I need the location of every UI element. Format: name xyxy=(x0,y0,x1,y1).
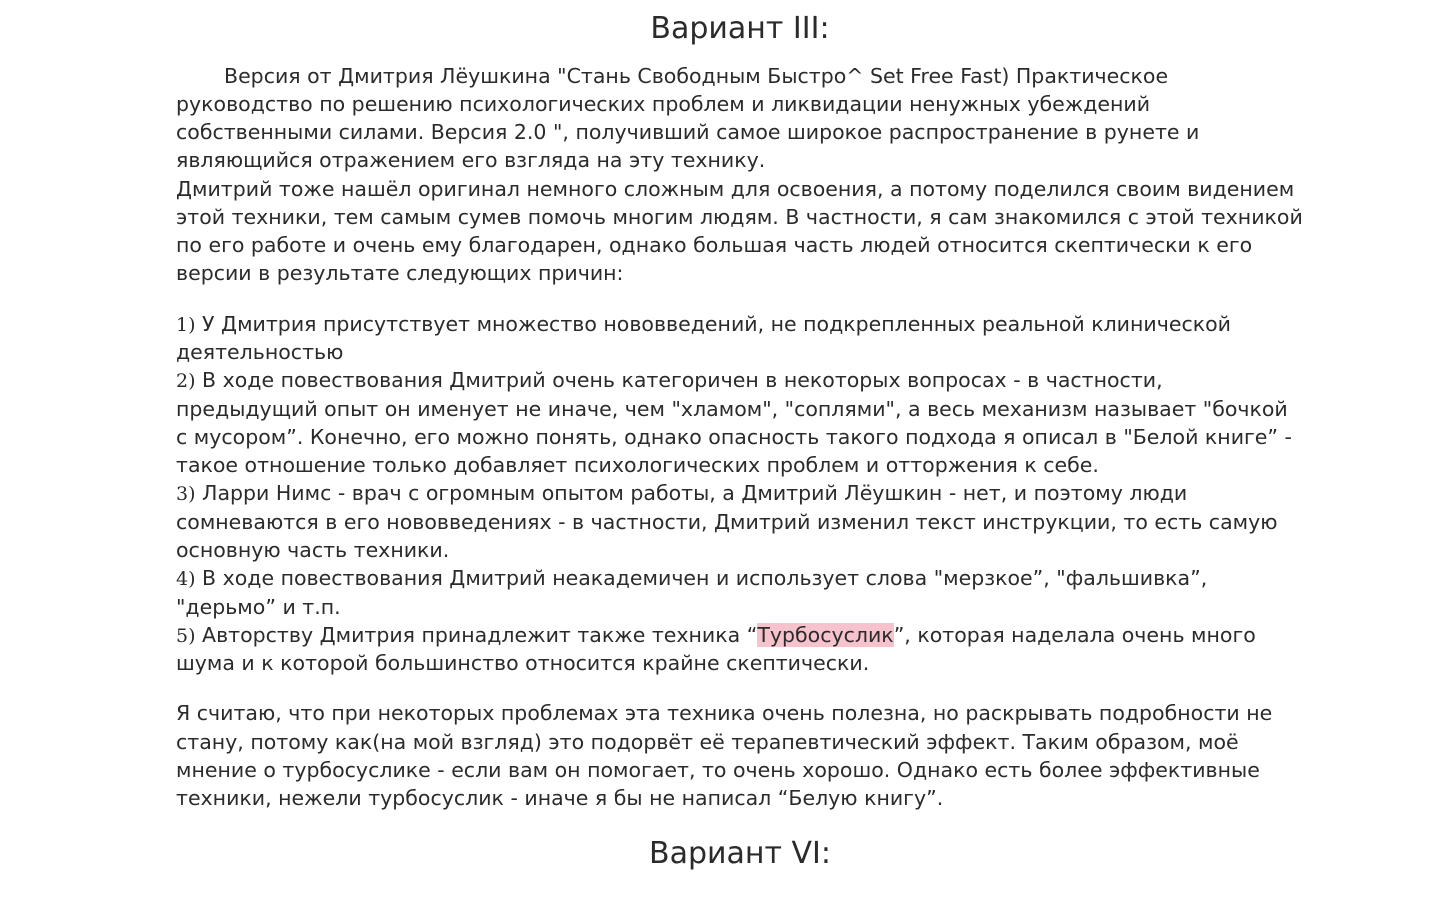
list-item-highlighted xyxy=(176,621,1304,678)
list-item-text: В ходе повествования Дмитрий неакадемичен и использует слова "мерзкое”, "фальшивка”, "дерьмо” и т.п. xyxy=(176,566,1208,619)
list-marker: 2) xyxy=(176,370,196,393)
list-marker: 1) xyxy=(176,313,196,336)
list-item-text: У Дмитрия присутствует множество нововведений, не подкрепленных реальной клинической деятельностью xyxy=(176,311,1231,365)
list-marker: 3) xyxy=(176,483,196,506)
list-item-text: В ходе повествования Дмитрий очень категоричен в некоторых вопросах - в частности, предыдущий опыт он именует не иначе, чем "хламом", "соплями", а весь механизм называет "бочкой с мусором”. Конечно, его можно понять, однако опасность такого подхода я описал в "Белой книге” - такое отношение только добавляет психологических проблем и отторжения к себе. xyxy=(176,368,1292,478)
paragraph-intro: Версия от Дмитрия Лёушкина "Стань Свободным Быстро^ Set Free Fast) Практическое руководство по решению психологических проблем и ликвидации ненужных убеждений собственными силами. Версия 2.0 ", получивший самое широкое распространение в рунете и являющийся отражением его взгляда на эту технику. xyxy=(176,63,1200,173)
list-item xyxy=(176,564,1304,621)
page-title-variant-3: Вариант III: xyxy=(650,11,830,46)
list-item xyxy=(176,366,1304,479)
spacer xyxy=(176,677,1304,699)
list-marker: 4) xyxy=(176,568,196,591)
page-title-variant-6: Вариант VI: xyxy=(649,835,831,871)
paragraph-second: Дмитрий тоже нашёл оригинал немного сложным для освоения, а потому поделился своим видением этой техники, тем самым сумев помочь многим людям. В частности, я сам знакомился с этой техникой по его работе и очень ему благодарен, однако большая часть людей относится скептически к его версии в результате следующих причин: xyxy=(176,176,1303,286)
list-item xyxy=(176,479,1304,564)
list-marker: 5) xyxy=(176,624,196,647)
list-item-text: Ларри Нимс - врач с огромным опытом работы, а Дмитрий Лёушкин - нет, и поэтому люди сомневаются в его нововведениях - в частности, Дмитрий изменил текст инструкции, то есть самую основную часть техники. xyxy=(176,481,1278,562)
highlighted-term: Турбосуслик xyxy=(757,622,894,647)
paragraph-closing: Я считаю, что при некоторых проблемах эта техника очень полезна, но раскрывать подробности не стану, потому как(на мой взгляд) это подорвёт её терапевтический эффект. Таким образом, моё мнение о турбосуслике - если вам он помогает, то очень хорошо. Однако есть более эффективные техники, нежели турбосуслик - иначе я бы не написал “Белую книгу”. xyxy=(176,701,1273,811)
spacer xyxy=(176,288,1304,310)
list-item-text-before: Авторству Дмитрия принадлежит также техника “ xyxy=(202,622,758,647)
list-item-text-after: ”, которая наделала очень много шума и к которой большинство относится крайне скептически. xyxy=(176,622,1256,676)
list-item xyxy=(176,310,1304,367)
